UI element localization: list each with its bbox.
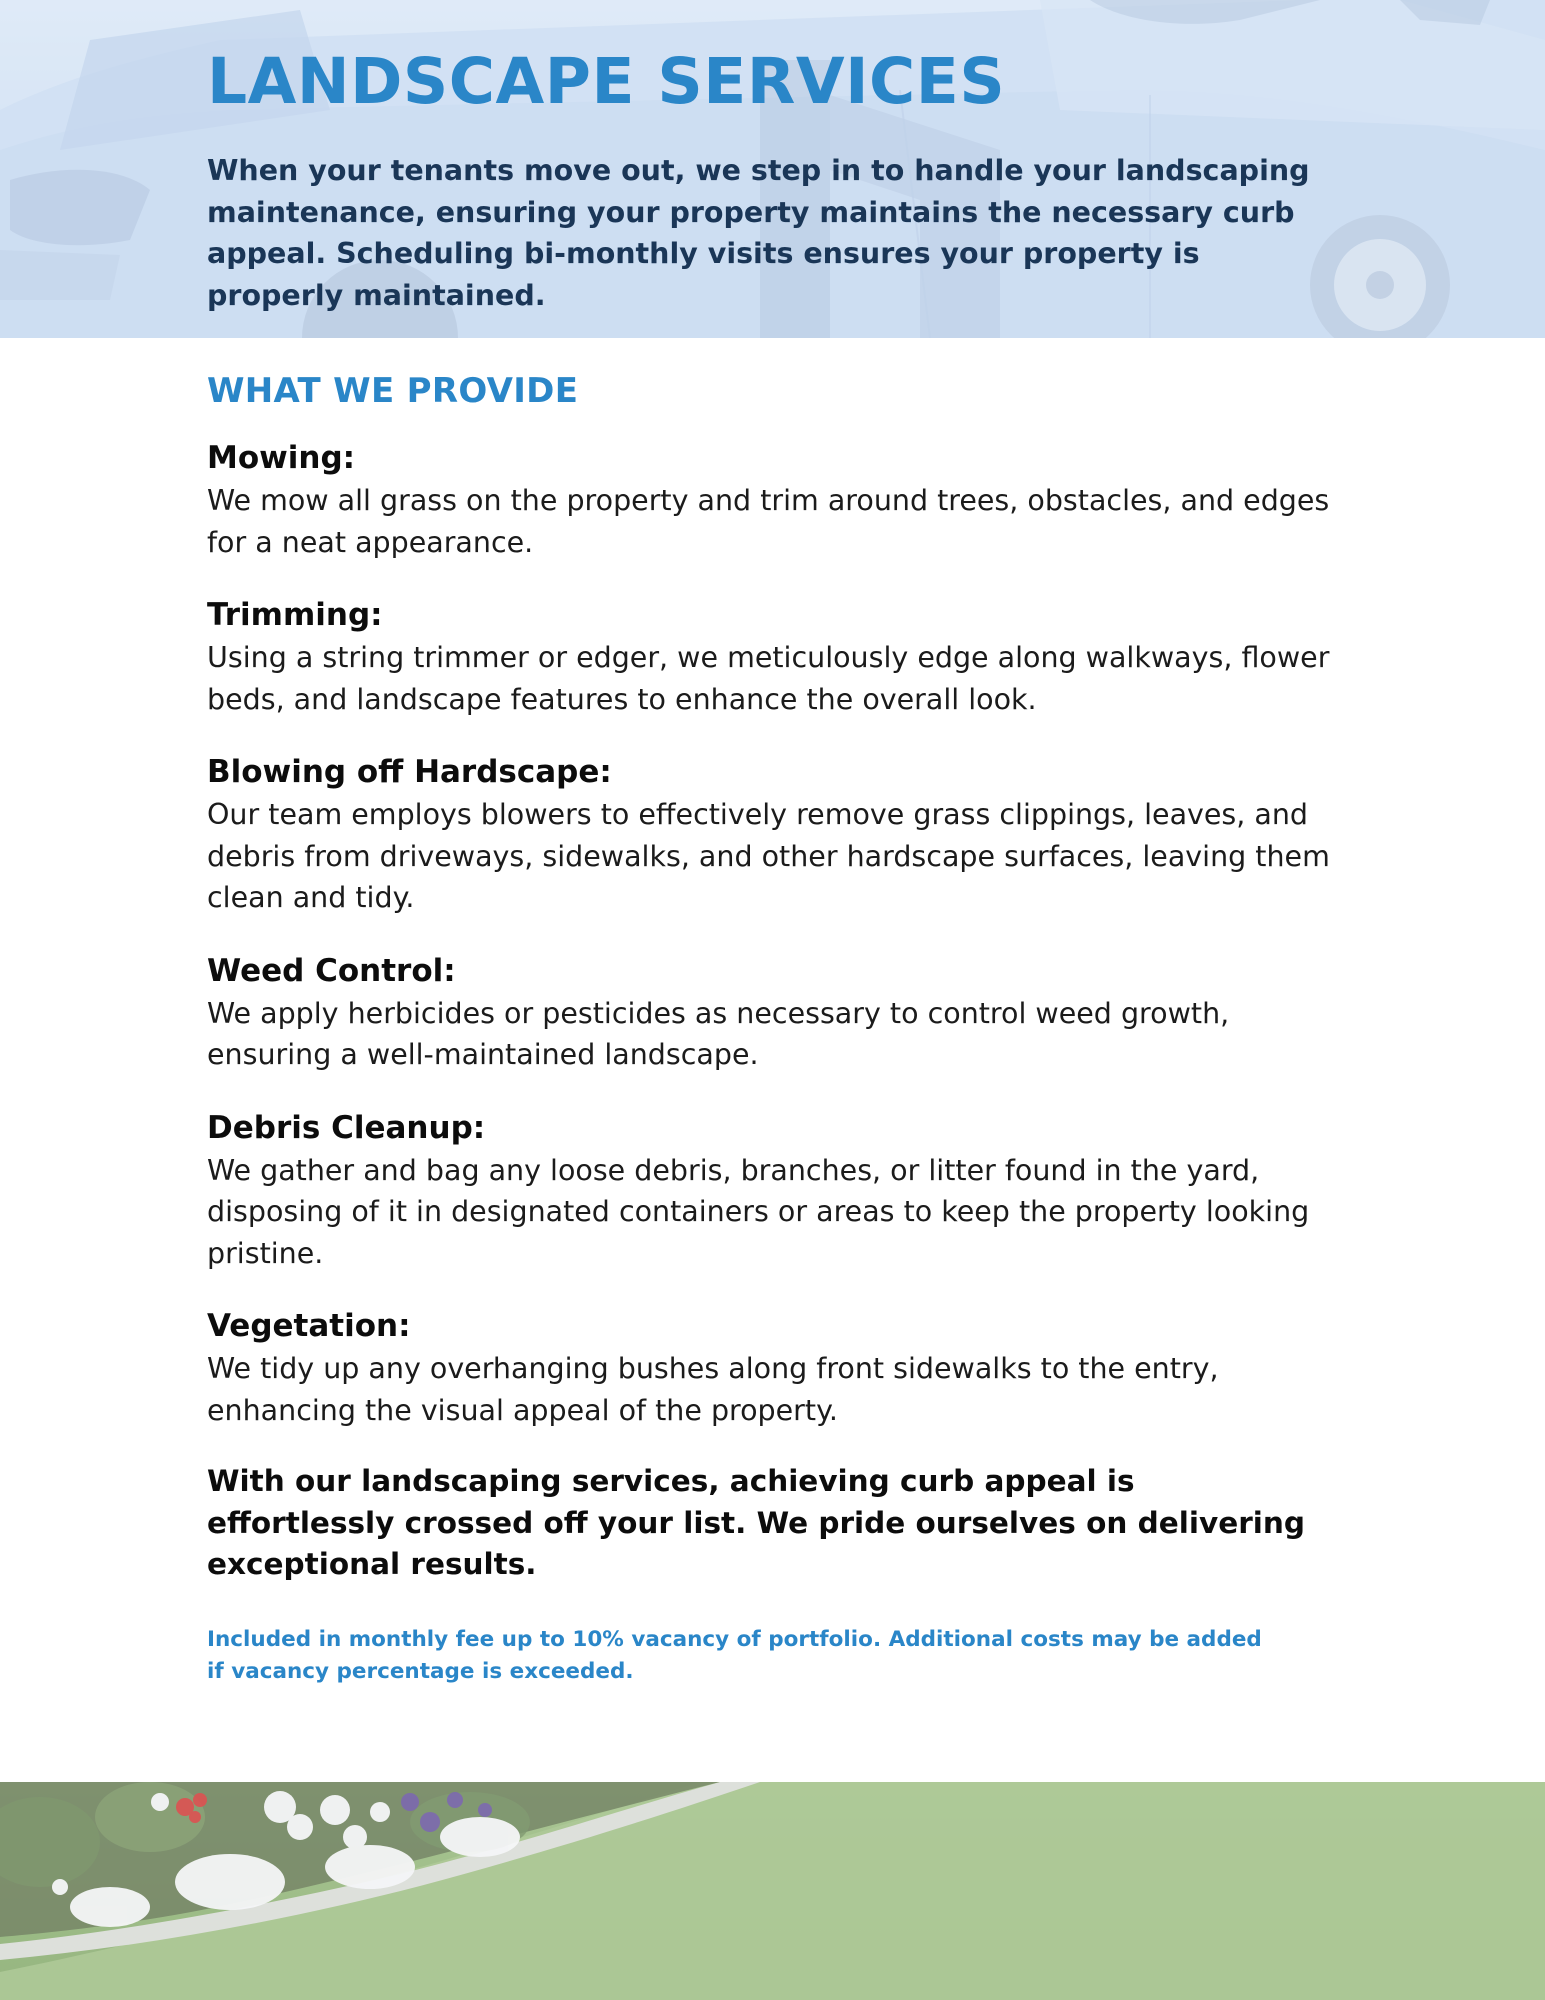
footer-banner xyxy=(0,1782,1545,2000)
services-list xyxy=(207,436,1337,1431)
main-content xyxy=(207,366,1337,1688)
service-name: Weed Control: xyxy=(207,952,456,989)
service-name: Debris Cleanup: xyxy=(207,1109,486,1146)
service-description: Our team employs blowers to effectively remove grass clippings, leaves, and debris from driveways, sidewalks, and other hardscape surfaces, leaving them clean and tidy. xyxy=(207,798,1330,914)
service-description: We tidy up any overhanging bushes along front sidewalks to the entry, enhancing the visual appeal of the property. xyxy=(207,1352,1219,1427)
service-item-trimming xyxy=(207,593,1337,720)
service-description: We mow all grass on the property and trim around trees, obstacles, and edges for a neat appearance. xyxy=(207,484,1330,559)
service-item-blowing xyxy=(207,750,1337,919)
service-item-vegetation xyxy=(207,1304,1337,1431)
closing-statement: With our landscaping services, achieving curb appeal is effortlessly crossed off your list. We pride ourselves on delivering exceptional results. xyxy=(207,1464,1305,1581)
lawn-flowers-photo xyxy=(0,1782,1545,2000)
service-description: Using a string trimmer or edger, we meticulously edge along walkways, flower beds, and landscape features to enhance the overall look. xyxy=(207,641,1330,716)
service-item-debris-cleanup xyxy=(207,1106,1337,1275)
section-title: WHAT WE PROVIDE xyxy=(207,371,579,411)
header-text-block xyxy=(207,44,1327,316)
page-title: LANDSCAPE SERVICES xyxy=(207,45,1006,118)
service-name: Blowing off Hardscape: xyxy=(207,754,612,790)
intro-paragraph: When your tenants move out, we step in to handle your landscaping maintenance, ensuring your property maintains the necessary curb appeal. Scheduling bi-monthly visits ensures your property is properly maintained. xyxy=(207,154,1310,312)
header-banner xyxy=(0,0,1545,338)
service-name: Trimming: xyxy=(207,597,383,633)
service-description: We gather and bag any loose debris, branches, or litter found in the yard, disposing of it in designated containers or areas to keep the property looking pristine. xyxy=(207,1153,1310,1270)
pricing-footnote: Included in monthly fee up to 10% vacancy of portfolio. Additional costs may be added if vacancy percentage is exceeded. xyxy=(207,1626,1262,1684)
service-name: Vegetation: xyxy=(207,1308,411,1344)
service-item-mowing xyxy=(207,436,1337,563)
service-item-weed-control xyxy=(207,949,1337,1076)
service-name: Mowing: xyxy=(207,440,356,476)
service-description: We apply herbicides or pesticides as necessary to control weed growth, ensuring a well-maintained landscape. xyxy=(207,996,1230,1071)
